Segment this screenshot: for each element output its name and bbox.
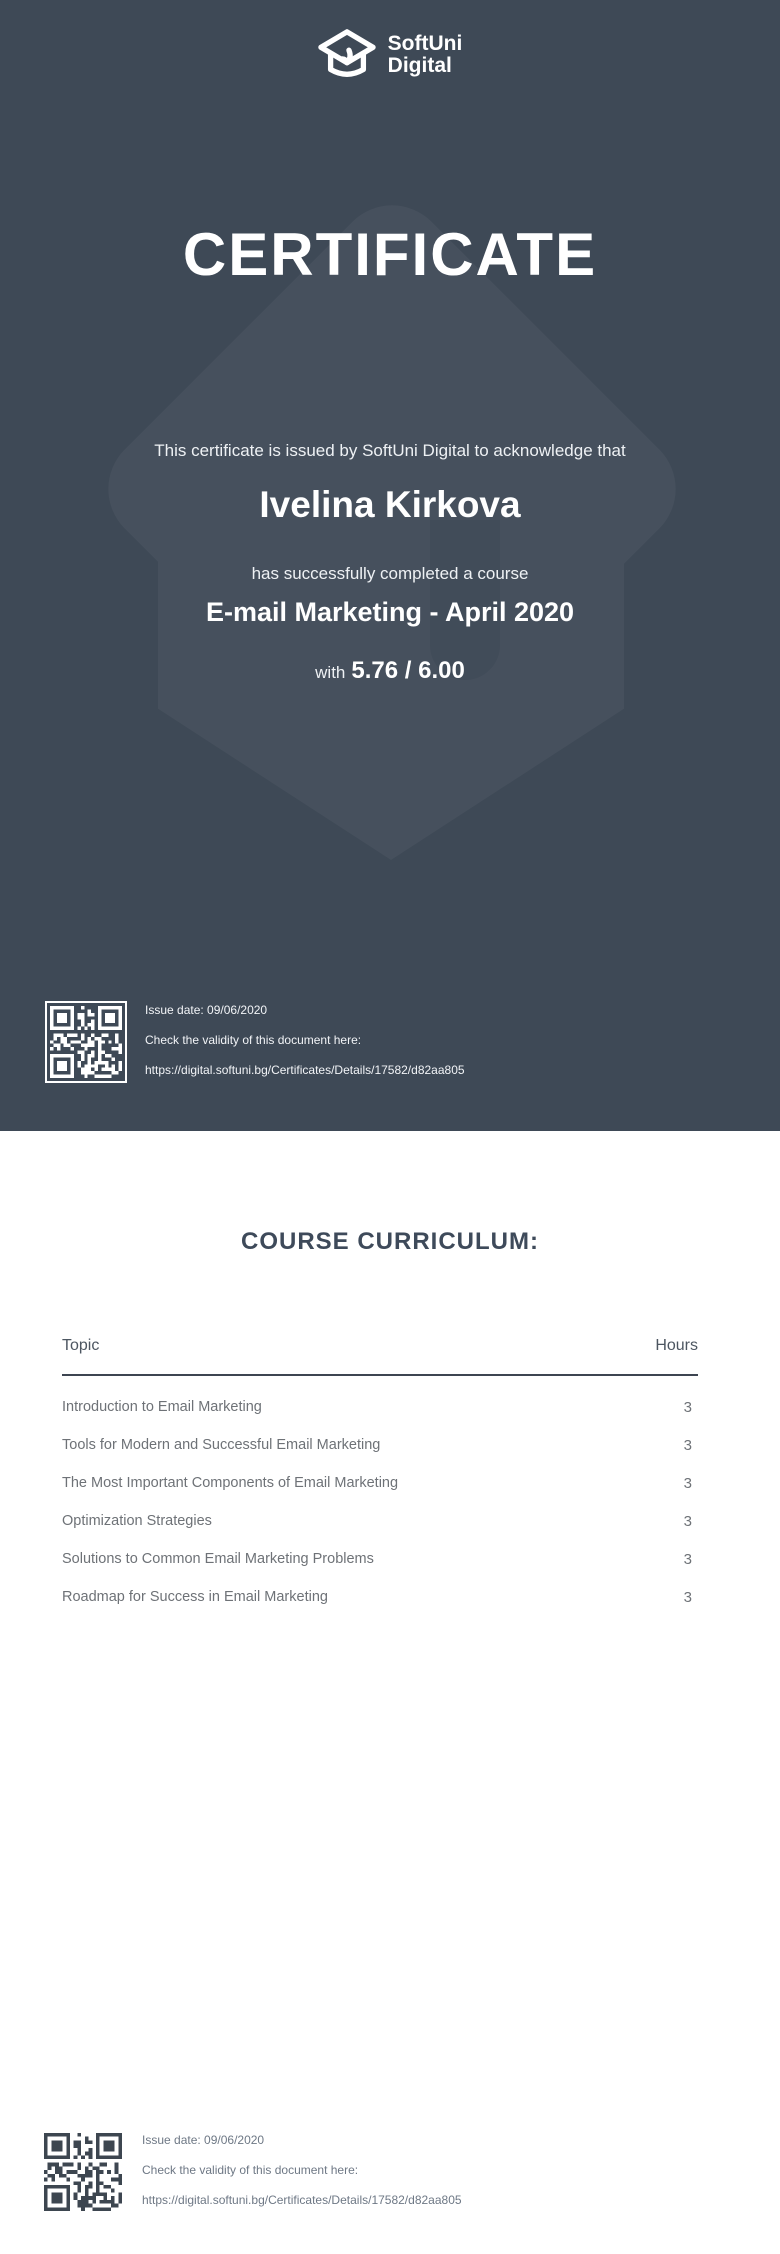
curriculum-table-body — [62, 1376, 698, 1616]
hours-cell: 3 — [683, 1512, 692, 1530]
validity-instruction: Check the validity of this document here: — [142, 2163, 359, 2177]
topic-cell: Roadmap for Success in Email Marketing — [62, 1589, 328, 1605]
graduation-cap-icon — [318, 28, 376, 82]
hours-cell: 3 — [683, 1550, 692, 1568]
table-header — [62, 1337, 698, 1376]
topic-header: Topic — [62, 1337, 100, 1354]
topic-cell: The Most Important Components of Email Marketing — [62, 1475, 399, 1491]
hours-cell: 3 — [683, 1436, 692, 1454]
certificate-title: CERTIFICATE — [182, 221, 598, 288]
hours-cell: 3 — [683, 1398, 692, 1416]
curriculum-heading: COURSE CURRICULUM: — [241, 1228, 539, 1255]
brand-line1: SoftUni — [387, 31, 463, 55]
curriculum-section — [0, 1131, 780, 2254]
table-row — [62, 1426, 698, 1464]
grade-prefix: with — [315, 663, 346, 682]
validity-instruction: Check the validity of this document here: — [145, 1033, 362, 1047]
table-row — [62, 1502, 698, 1540]
softuni-logo — [0, 0, 780, 82]
course-title: E-mail Marketing - April 2020 — [205, 597, 575, 627]
topic-cell: Tools for Modern and Successful Email Marketing — [62, 1437, 381, 1453]
validity-block-bottom — [42, 2131, 462, 2223]
completion-statement: has successfully completed a course — [251, 564, 529, 583]
table-row — [62, 1578, 698, 1616]
table-row — [62, 1540, 698, 1578]
hours-header: Hours — [655, 1337, 698, 1354]
brand-name — [388, 33, 463, 77]
issued-statement: This certificate is issued by SoftUni Digital to acknowledge that — [154, 441, 626, 460]
hours-cell: 3 — [683, 1588, 692, 1606]
topic-cell: Solutions to Common Email Marketing Problems — [62, 1551, 374, 1567]
table-row — [62, 1388, 698, 1426]
issue-date: Issue date: 09/06/2020 — [142, 2133, 265, 2147]
hours-cell: 3 — [683, 1474, 692, 1492]
grade-line — [0, 657, 780, 685]
grade-value: 5.76 / 6.00 — [351, 657, 465, 684]
validity-text-bottom — [142, 2131, 462, 2223]
topic-cell: Introduction to Email Marketing — [62, 1399, 262, 1415]
table-row — [62, 1464, 698, 1502]
topic-cell: Optimization Strategies — [62, 1513, 212, 1529]
validity-url[interactable]: https://digital.softuni.bg/Certificates/Details/17582/d82aa805 — [145, 1063, 465, 1077]
curriculum-table — [62, 1337, 698, 1616]
qr-code-bottom — [42, 2131, 124, 2213]
validity-url[interactable]: https://digital.softuni.bg/Certificates/Details/17582/d82aa805 — [142, 2193, 462, 2207]
recipient-name: Ivelina Kirkova — [259, 484, 521, 525]
brand-line2: Digital — [387, 54, 452, 77]
issue-date: Issue date: 09/06/2020 — [145, 1003, 268, 1017]
